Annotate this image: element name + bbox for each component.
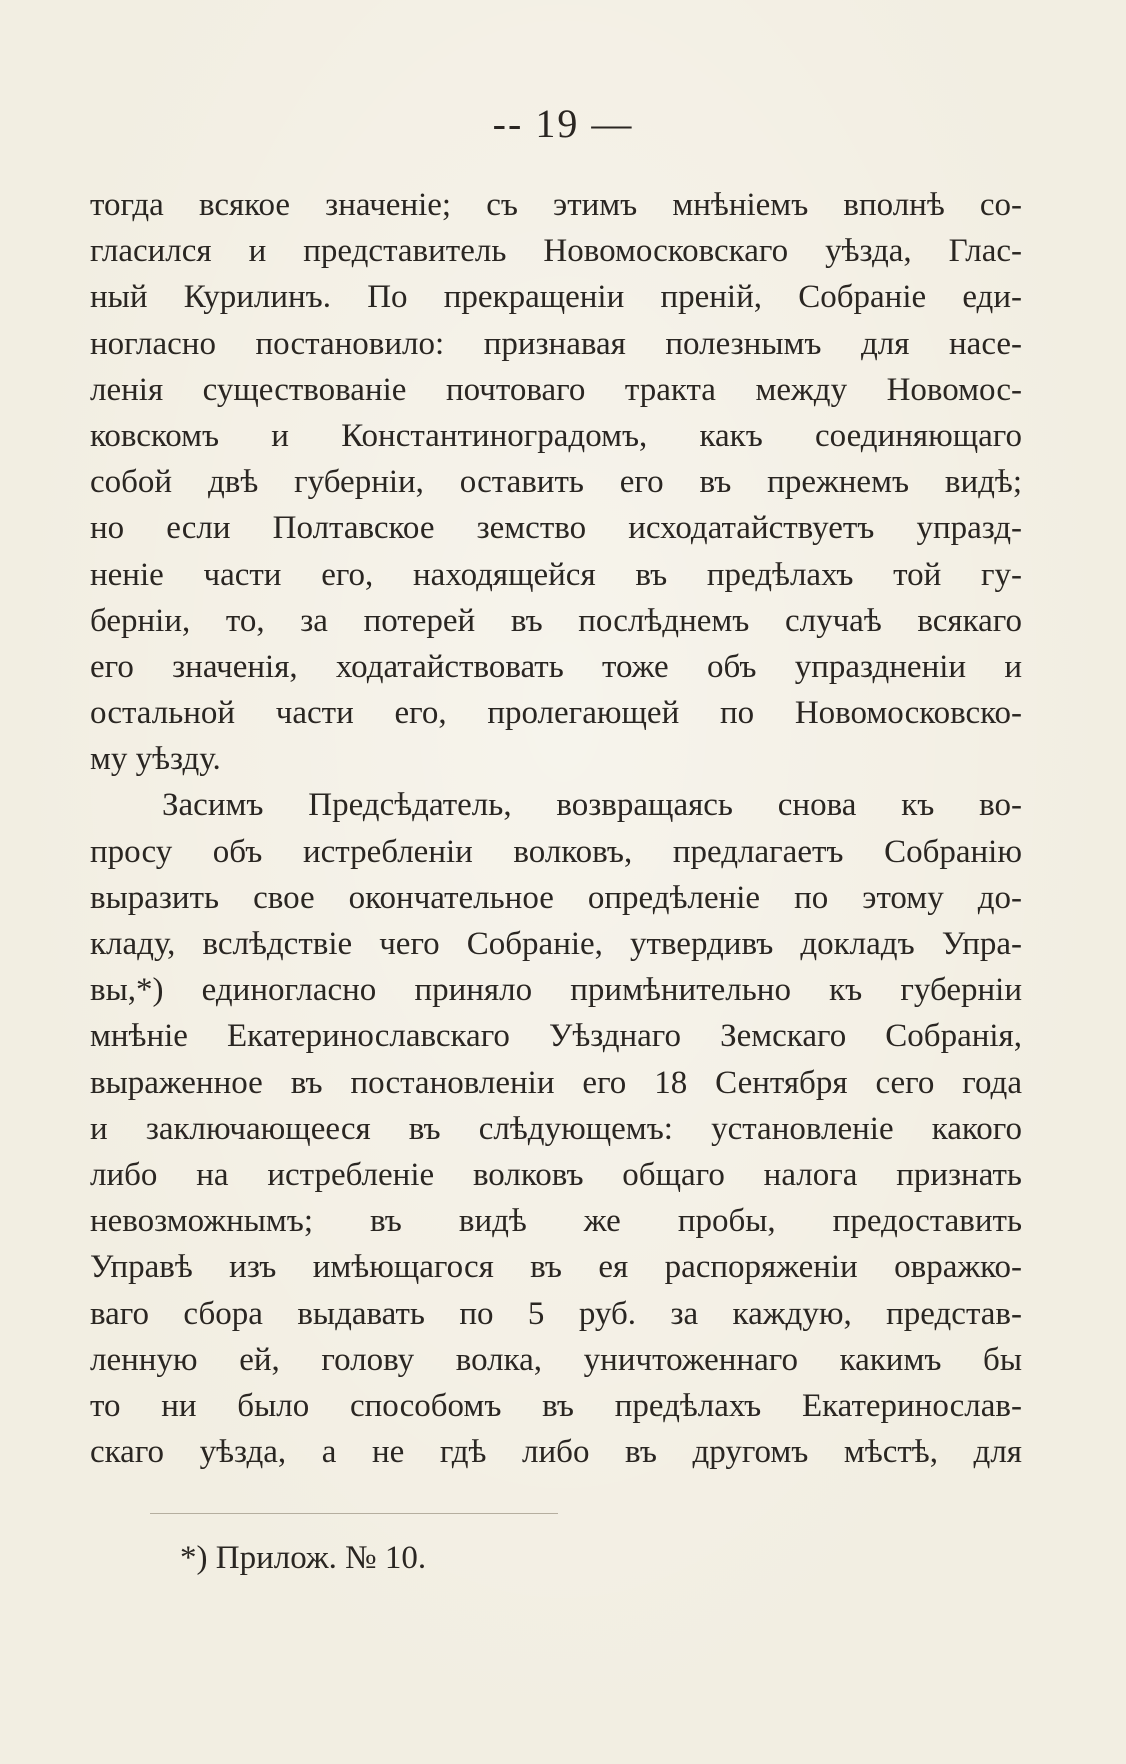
text-line: остальной части его, пролегающей по Новомосковско- <box>90 695 1022 732</box>
text-line: ваго сбора выдавать по 5 руб. за каждую, представ- <box>90 1295 1022 1332</box>
text-line: просу объ истребленiи волковъ, предлагаетъ Собранiю <box>90 833 1022 870</box>
text-line: скаго уѣзда, а не гдѣ либо въ другомъ мѣстѣ, для <box>90 1434 1022 1471</box>
text-line: собой двѣ губернiи, оставить его въ прежнемъ видѣ; <box>90 464 1022 501</box>
text-line: мнѣнiе Екатеринославскаго Уѣзднаго Земскаго Собранiя, <box>90 1018 1022 1055</box>
paragraph-start-line: Засимъ Предсѣдатель, возвращаясь снова къ во- <box>162 787 1022 824</box>
text-line: выраженное въ постановленiи его 18 Сентября сего года <box>90 1064 1022 1101</box>
text-line: ный Курилинъ. По прекращенiи пренiй, Собранiе еди- <box>90 279 1022 316</box>
text-line: либо на истребленiе волковъ общаго налога признать <box>90 1156 1022 1193</box>
text-line: ненiе части его, находящейся въ предѣлахъ той гу- <box>90 556 1022 593</box>
page-number: -- 19 — <box>492 101 634 146</box>
text-line: вы,*) единогласно приняло примѣнительно къ губернiи <box>90 972 1022 1009</box>
text-line: выразить свое окончательное опредѣленiе по этому до- <box>90 879 1022 916</box>
text-line: гласился и представитель Новомосковскаго уѣзда, Глас- <box>90 233 1022 270</box>
text-line: тогда всякое значенiе; съ этимъ мнѣнiемъ вполнѣ со- <box>90 187 1022 223</box>
text-line: его значенiя, ходатайствовать тоже объ упраздненiи и <box>90 648 1022 685</box>
footnote-divider <box>150 1513 558 1514</box>
text-line: и заключающееся въ слѣдующемъ: установленiе какого <box>90 1110 1022 1147</box>
text-line: невозможнымъ; въ видѣ же пробы, предоставить <box>90 1203 1022 1240</box>
text-line: ленiя существованiе почтоваго тракта между Новомос- <box>90 371 1022 408</box>
body-text <box>90 182 1022 1475</box>
text-line: бернiи, то, за потерей въ послѣднемъ случаѣ всякаго <box>90 602 1022 639</box>
text-line: ковскомъ и Константиноградомъ, какъ соединяющаго <box>90 417 1022 454</box>
text-line: Управѣ изъ имѣющагося въ ея распоряженiи овражко- <box>90 1249 1022 1286</box>
text-line: но если Полтавское земство исходатайствуетъ упразд- <box>90 510 1022 547</box>
text-line: кладу, вслѣдствiе чего Собранiе, утвердивъ докладъ Упра- <box>90 926 1022 962</box>
text-line: то ни было способомъ въ предѣлахъ Екатеринослав- <box>90 1387 1022 1424</box>
text-line: му уѣзду. <box>90 741 221 778</box>
text-line: ногласно постановило: признавая полезнымъ для насе- <box>90 325 1022 362</box>
footnote: *) Прилож. № 10. <box>180 1540 427 1576</box>
text-line: ленную ей, голову волка, уничтоженнаго какимъ бы <box>90 1341 1022 1378</box>
